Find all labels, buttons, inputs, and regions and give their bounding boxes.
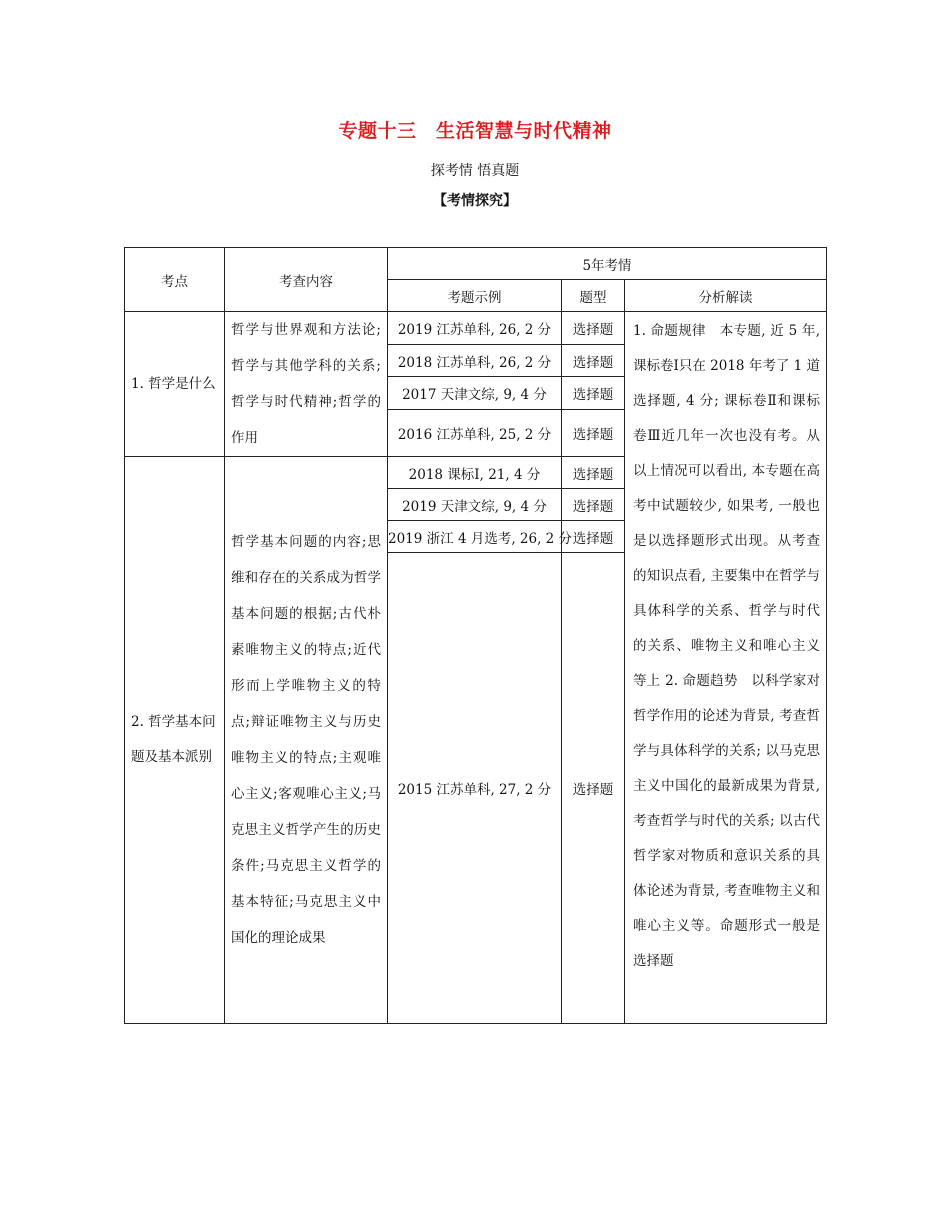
header-five-year: 5年考情 (388, 248, 827, 280)
page-subtitle: 探考情 悟真题 (430, 163, 520, 179)
header-analysis: 分析解读 (625, 280, 827, 312)
example-cell: 2015 江苏单科, 27, 2 分 (388, 553, 562, 1024)
example-cell: 2017 天津文综, 9, 4 分 (388, 377, 562, 410)
example-cell: 2019 天津文综, 9, 4 分 (388, 489, 562, 521)
header-kaodian: 考点 (125, 248, 225, 312)
type-cell: 选择题 (562, 457, 625, 489)
header-example: 考题示例 (388, 280, 562, 312)
topic-1-name: 1. 哲学是什么 (125, 312, 225, 457)
exam-analysis-table (124, 247, 827, 1024)
type-cell: 选择题 (562, 377, 625, 410)
section-title: 【考情探究】 (433, 193, 517, 209)
topic-2-content: 哲学基本问题的内容;思维和存在的关系成为哲学基本问题的根据;古代朴素唯物主义的特点;近代形而上学唯物主义的特点;辩证唯物主义与历史唯物主义的特点;主观唯心主义;客观唯心主义;马克思主义哲学产生的历史条件;马克思主义哲学的基本特征;马克思主义中国化的理论成果 (225, 457, 388, 1024)
page-title: 专题十三 生活智慧与时代精神 (338, 120, 612, 142)
example-cell: 2019 浙江 4 月选考, 26, 2 分 (388, 521, 562, 553)
header-content: 考查内容 (225, 248, 388, 312)
example-cell: 2018 课标Ⅰ, 21, 4 分 (388, 457, 562, 489)
example-cell: 2016 江苏单科, 25, 2 分 (388, 410, 562, 457)
example-cell: 2018 江苏单科, 26, 2 分 (388, 344, 562, 377)
analysis-text: 1. 命题规律 本专题, 近 5 年, 课标卷Ⅰ只在 2018 年考了 1 道选择题, 4 分; 课标卷Ⅱ和课标卷Ⅲ近几年一次也没有考。从以上情况可以看出, 本专题在高考中试题较少, 如果考, 一般也是以选择题形式出现。从考查的知识点看, 主要集中在哲学与具体科学的关系、哲学与时代的关系、唯物主义和唯心主义等上 2. 命题趋势 以科学家对哲学作用的论述为背景, 考查哲学与具体科学的关系; 以马克思主义中国化的最新成果为背景, 考查哲学与时代的关系; 以古代哲学家对物质和意识关系的具体论述为背景, 考查唯物主义和唯心主义等。命题形式一般是选择题 (625, 312, 827, 1024)
header-type: 题型 (562, 280, 625, 312)
type-cell: 选择题 (562, 553, 625, 1024)
topic-2-name: 2. 哲学基本问题及基本派别 (125, 457, 225, 1024)
example-cell: 2019 江苏单科, 26, 2 分 (388, 312, 562, 345)
type-cell: 选择题 (562, 344, 625, 377)
type-cell: 选择题 (562, 410, 625, 457)
type-cell: 选择题 (562, 489, 625, 521)
type-cell: 选择题 (562, 312, 625, 345)
type-cell: 选择题 (562, 521, 625, 553)
topic-1-content: 哲学与世界观和方法论;哲学与其他学科的关系;哲学与时代精神;哲学的作用 (225, 312, 388, 457)
